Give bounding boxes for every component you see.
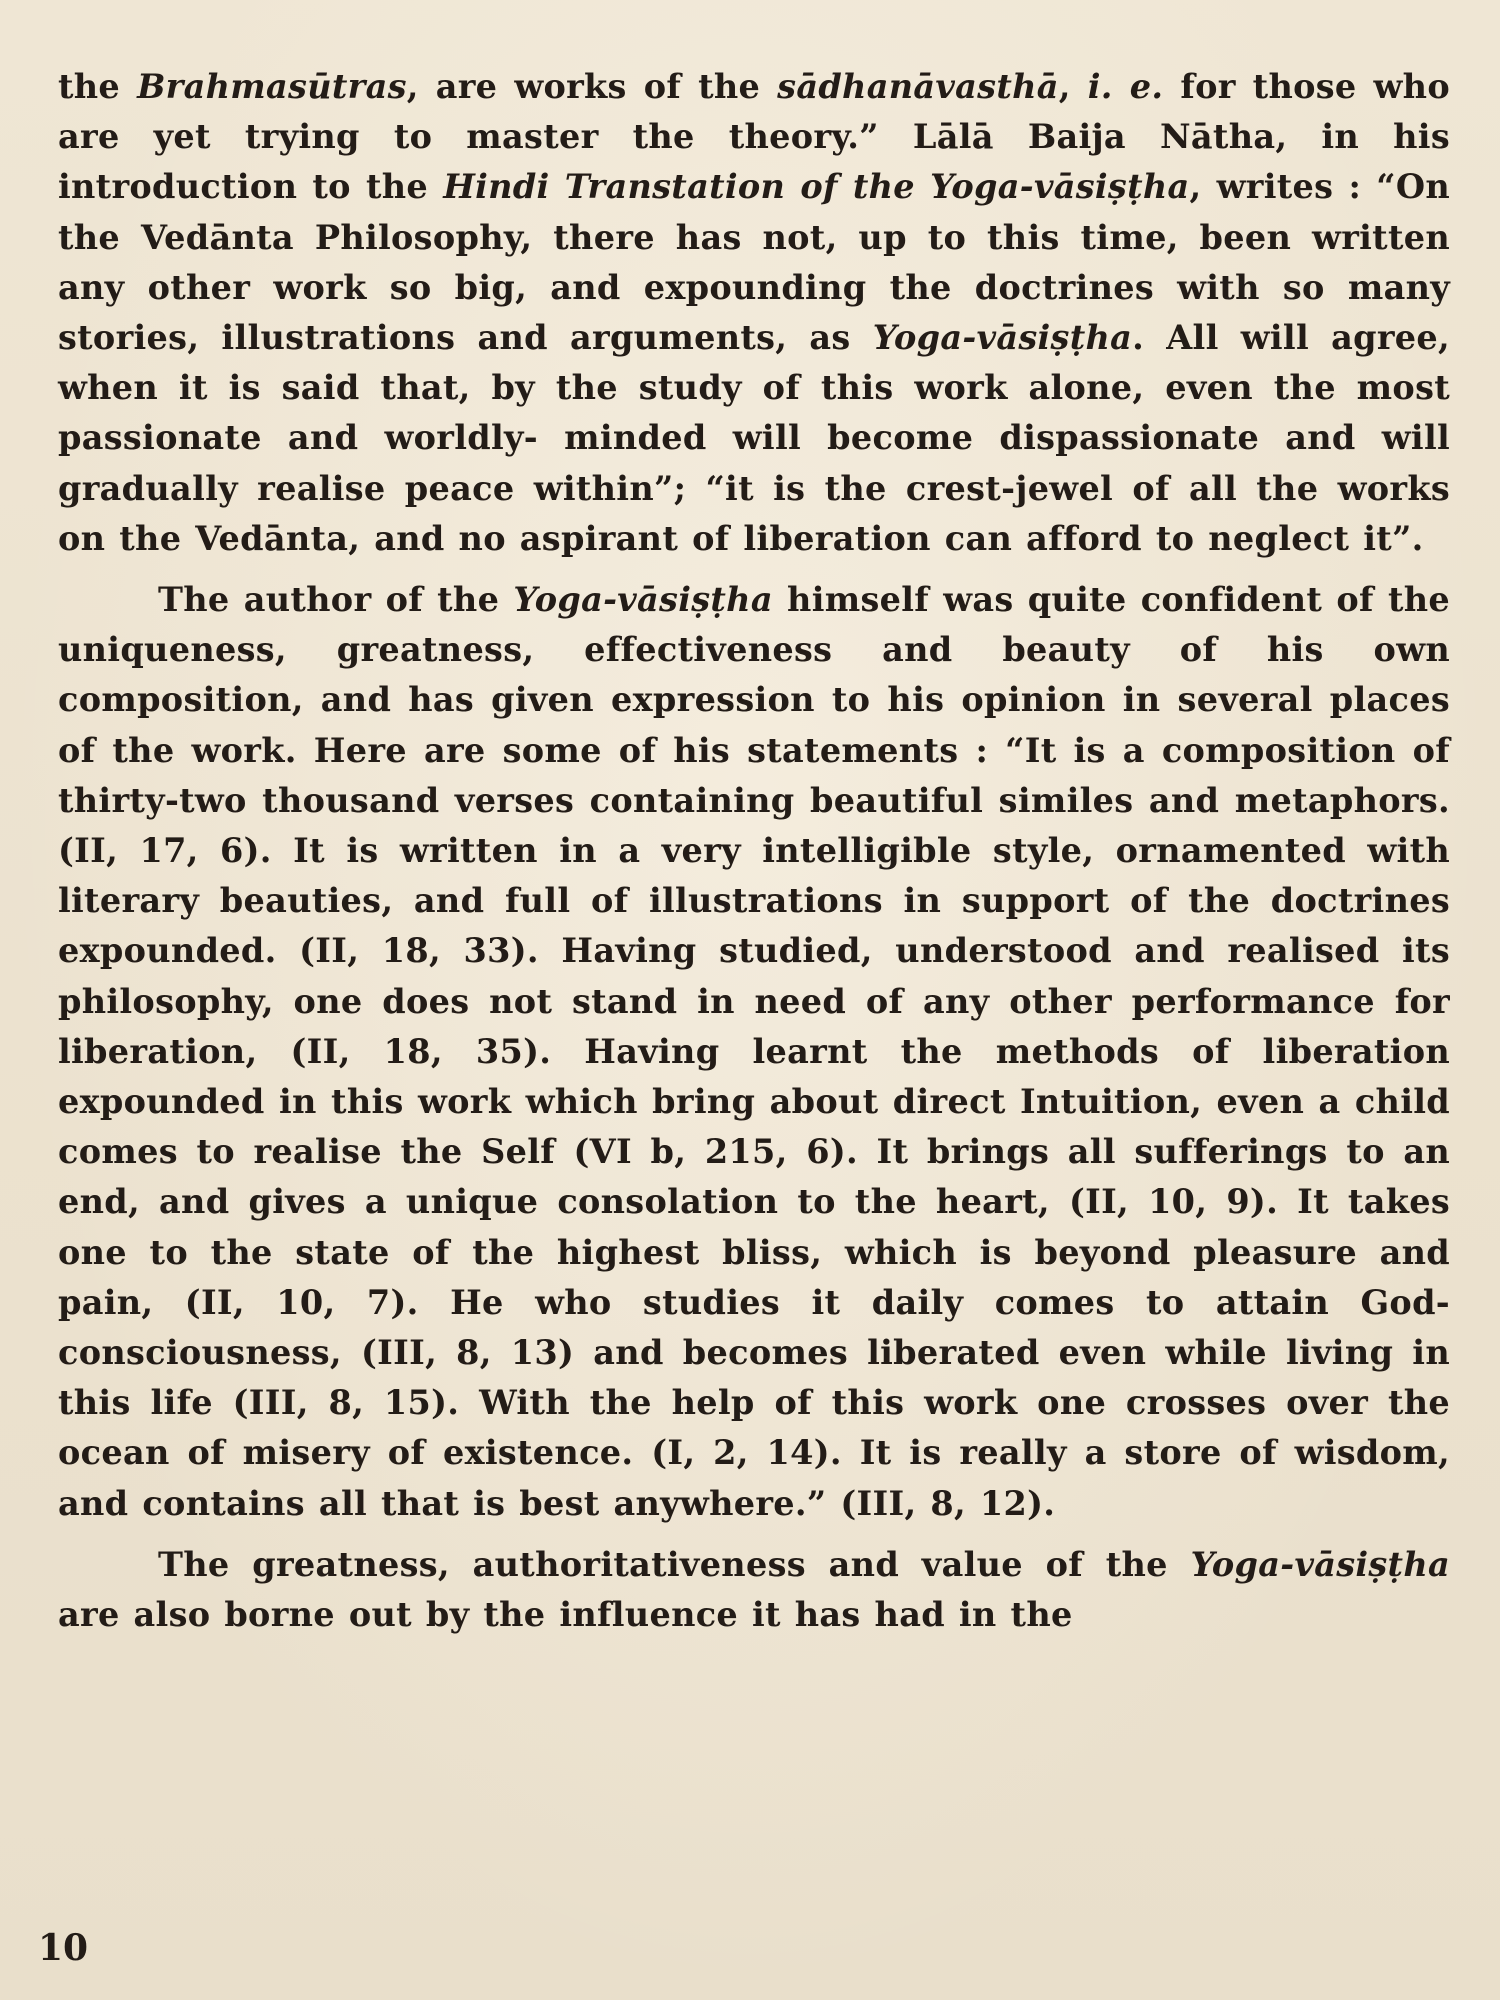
page-number: 10 [38, 1927, 89, 1969]
text-run: the [58, 67, 138, 106]
text-run: are also borne out by the influence it has had in the [58, 1595, 1073, 1635]
italic-text-run: Brahmasūtras [137, 67, 407, 106]
paragraph-2 [58, 575, 1450, 1529]
text-run: , [1058, 67, 1088, 106]
italic-text-run: Yoga-vāsiṣṭha [872, 318, 1133, 358]
text-run: , writes : “On the Vedānta Philosophy, there has not, up to this time, been written any other work so big, and expounding the doctrines with so many stories, illustrations and arguments, as [58, 167, 1451, 358]
body-text [58, 62, 1450, 1640]
italic-text-run: Hindi Transtation of the Yoga-vāsiṣṭha [443, 167, 1190, 207]
text-run: for those who are yet trying to master the theory.” Lālā Baija Nātha, in his introduction to the [58, 67, 1450, 207]
text-run: The greatness, authoritativeness and value of the [158, 1544, 1191, 1584]
text-run: , are works of the [406, 67, 778, 106]
italic-text-run: i. e. [1087, 67, 1164, 106]
italic-text-run: Yoga-vāsiṣṭha [513, 580, 773, 620]
text-run: The author of the [158, 580, 514, 620]
text-run: himself was quite confident of the uniqueness, greatness, effectiveness and beauty of his own composition, and has given expression to his opinion in several places of the work. Here are some of his statements : “It is a composition of thirty-two thousand verses containing beautiful similes and metaphors. (II, 17, 6). It is written in a very intelligible style, ornamented with literary beauties, and full of illustrations in support of the doctrines expounded. (II, 18, 33). Having studied, understood and realised its philosophy, one does not stand in need of any other performance for liberation, (II, 18, 35). Having learnt the methods of liberation expounded in this work which bring about direct Intuition, even a child comes to realise the Self (VI b, 215, 6). It brings all sufferings to an end, and gives a unique consolation to the heart, (II, 10, 9). It takes one to the state of the highest bliss, which is beyond pleasure and pain, (II, 10, 7). He who studies it daily comes to attain God-consciousness, (III, 8, 13) and becomes liberated even while living in this life (III, 8, 15). With the help of this work one crosses over the ocean of misery of existence. (I, 2, 14). It is really a store of wisdom, and contains all that is best anywhere.” (III, 8, 12). [58, 580, 1451, 1523]
paragraph-1 [58, 62, 1450, 564]
italic-text-run: Yoga-vāsiṣṭha [1190, 1544, 1450, 1584]
paragraph-3 [58, 1540, 1450, 1640]
text-run: . All will agree, when it is said that, by the study of this work alone, even the most passionate and worldly- minded will become dispassionate and will gradually realise peace within”; “it is the crest-jewel of all the works on the Vedānta, and no aspirant of liberation can afford to neglect it”. [58, 318, 1450, 558]
italic-text-run: sādhanāvasthā [777, 67, 1059, 106]
